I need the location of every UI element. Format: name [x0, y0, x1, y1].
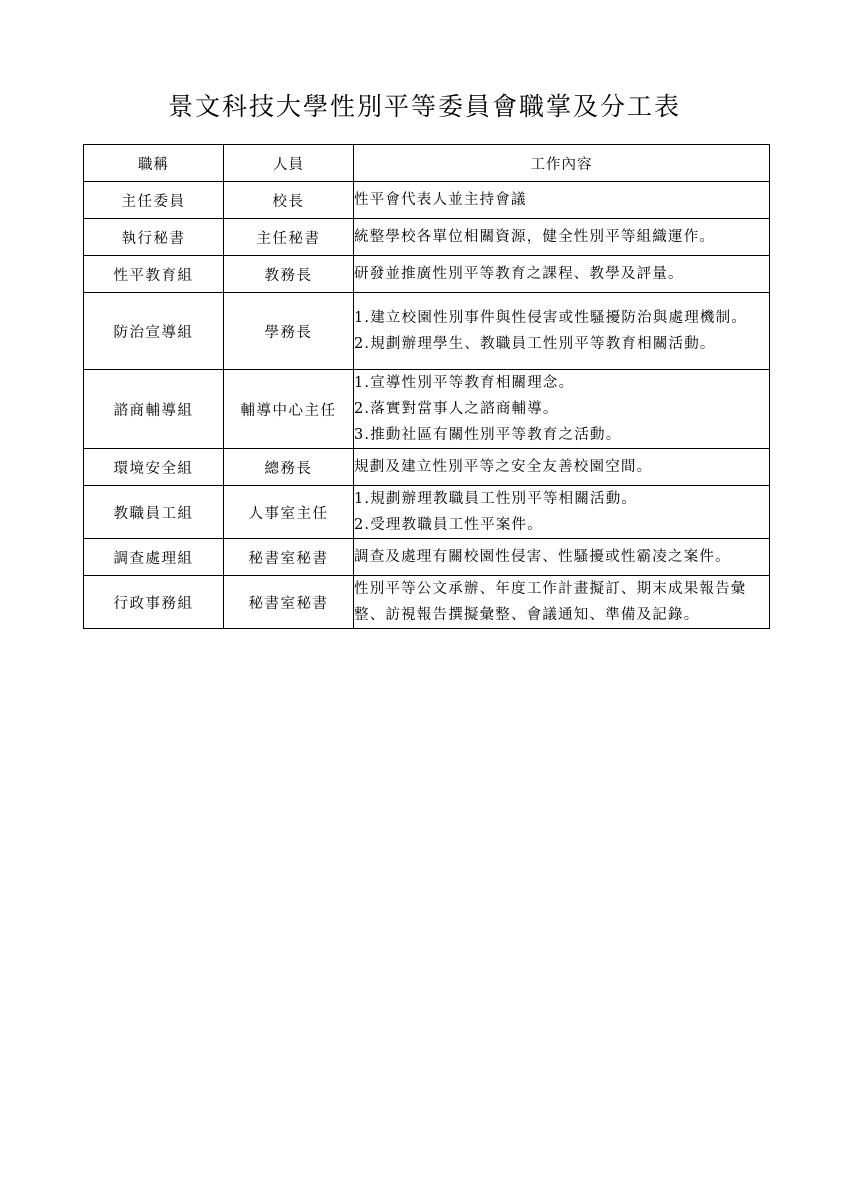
- duty-item: 性平會代表人並主持會議: [354, 192, 527, 208]
- table-row: [84, 449, 770, 486]
- cell-title: 諮商輔導組: [84, 370, 224, 449]
- duty-item: 2.落實對當事人之諮商輔導。: [354, 401, 559, 417]
- table-row: [84, 293, 770, 370]
- cell-person: 秘書室秘書: [224, 576, 354, 629]
- cell-title: 主任委員: [84, 182, 224, 219]
- duty-table: [83, 144, 770, 629]
- cell-person: 教務長: [224, 256, 354, 293]
- duty-item: 研發並推廣性別平等教育之課程、教學及評量。: [354, 266, 684, 282]
- cell-duty: [354, 576, 770, 629]
- duty-item: 1.規劃辦理教職員工性別平等相關活動。: [354, 491, 638, 507]
- cell-title: 執行秘書: [84, 219, 224, 256]
- table-row: [84, 256, 770, 293]
- table-row: [84, 370, 770, 449]
- column-header-title: 職稱: [84, 145, 224, 182]
- cell-person: 輔導中心主任: [224, 370, 354, 449]
- duty-item: 規劃及建立性別平等之安全友善校園空間。: [354, 459, 653, 475]
- column-header-duty: 工作內容: [354, 145, 770, 182]
- duty-item: 2.受理教職員工性平案件。: [354, 517, 543, 533]
- cell-title: 教職員工組: [84, 486, 224, 539]
- duty-item: 調查及處理有關校園性侵害、性騷擾或性霸凌之案件。: [354, 549, 731, 565]
- table-row: [84, 486, 770, 539]
- duty-item: 1.宣導性別平等教育相關理念。: [354, 375, 575, 391]
- cell-duty: [354, 370, 770, 449]
- table-row: [84, 539, 770, 576]
- cell-title: 行政事務組: [84, 576, 224, 629]
- table-header-row: [84, 145, 770, 182]
- cell-title: 性平教育組: [84, 256, 224, 293]
- column-header-person: 人員: [224, 145, 354, 182]
- cell-person: 秘書室秘書: [224, 539, 354, 576]
- cell-person: 人事室主任: [224, 486, 354, 539]
- table-row: [84, 182, 770, 219]
- cell-person: 學務長: [224, 293, 354, 370]
- cell-duty: [354, 293, 770, 370]
- table-row: [84, 219, 770, 256]
- duty-item: 性別平等公文承辦、年度工作計畫擬訂、期末成果報告彙整、訪視報告撰擬彙整、會議通知、準備及記錄。: [354, 581, 747, 623]
- table-row: [84, 576, 770, 629]
- cell-title: 調查處理組: [84, 539, 224, 576]
- duty-item: 1.建立校園性別事件與性侵害或性騷擾防治與處理機制。: [354, 310, 748, 326]
- duty-item: 3.推動社區有關性別平等教育之活動。: [354, 427, 622, 443]
- cell-duty: [354, 256, 770, 293]
- cell-person: 校長: [224, 182, 354, 219]
- cell-duty: [354, 182, 770, 219]
- cell-title: 防治宣導組: [84, 293, 224, 370]
- duty-item: 2.規劃辦理學生、教職員工性別平等教育相關活動。: [354, 336, 716, 352]
- cell-duty: [354, 449, 770, 486]
- cell-duty: [354, 486, 770, 539]
- duty-item: 統整學校各單位相關資源，健全性別平等組織運作。: [354, 229, 716, 245]
- cell-duty: [354, 539, 770, 576]
- cell-person: 總務長: [224, 449, 354, 486]
- cell-duty: [354, 219, 770, 256]
- cell-title: 環境安全組: [84, 449, 224, 486]
- page-title: 景文科技大學性別平等委員會職掌及分工表: [167, 92, 681, 121]
- cell-person: 主任秘書: [224, 219, 354, 256]
